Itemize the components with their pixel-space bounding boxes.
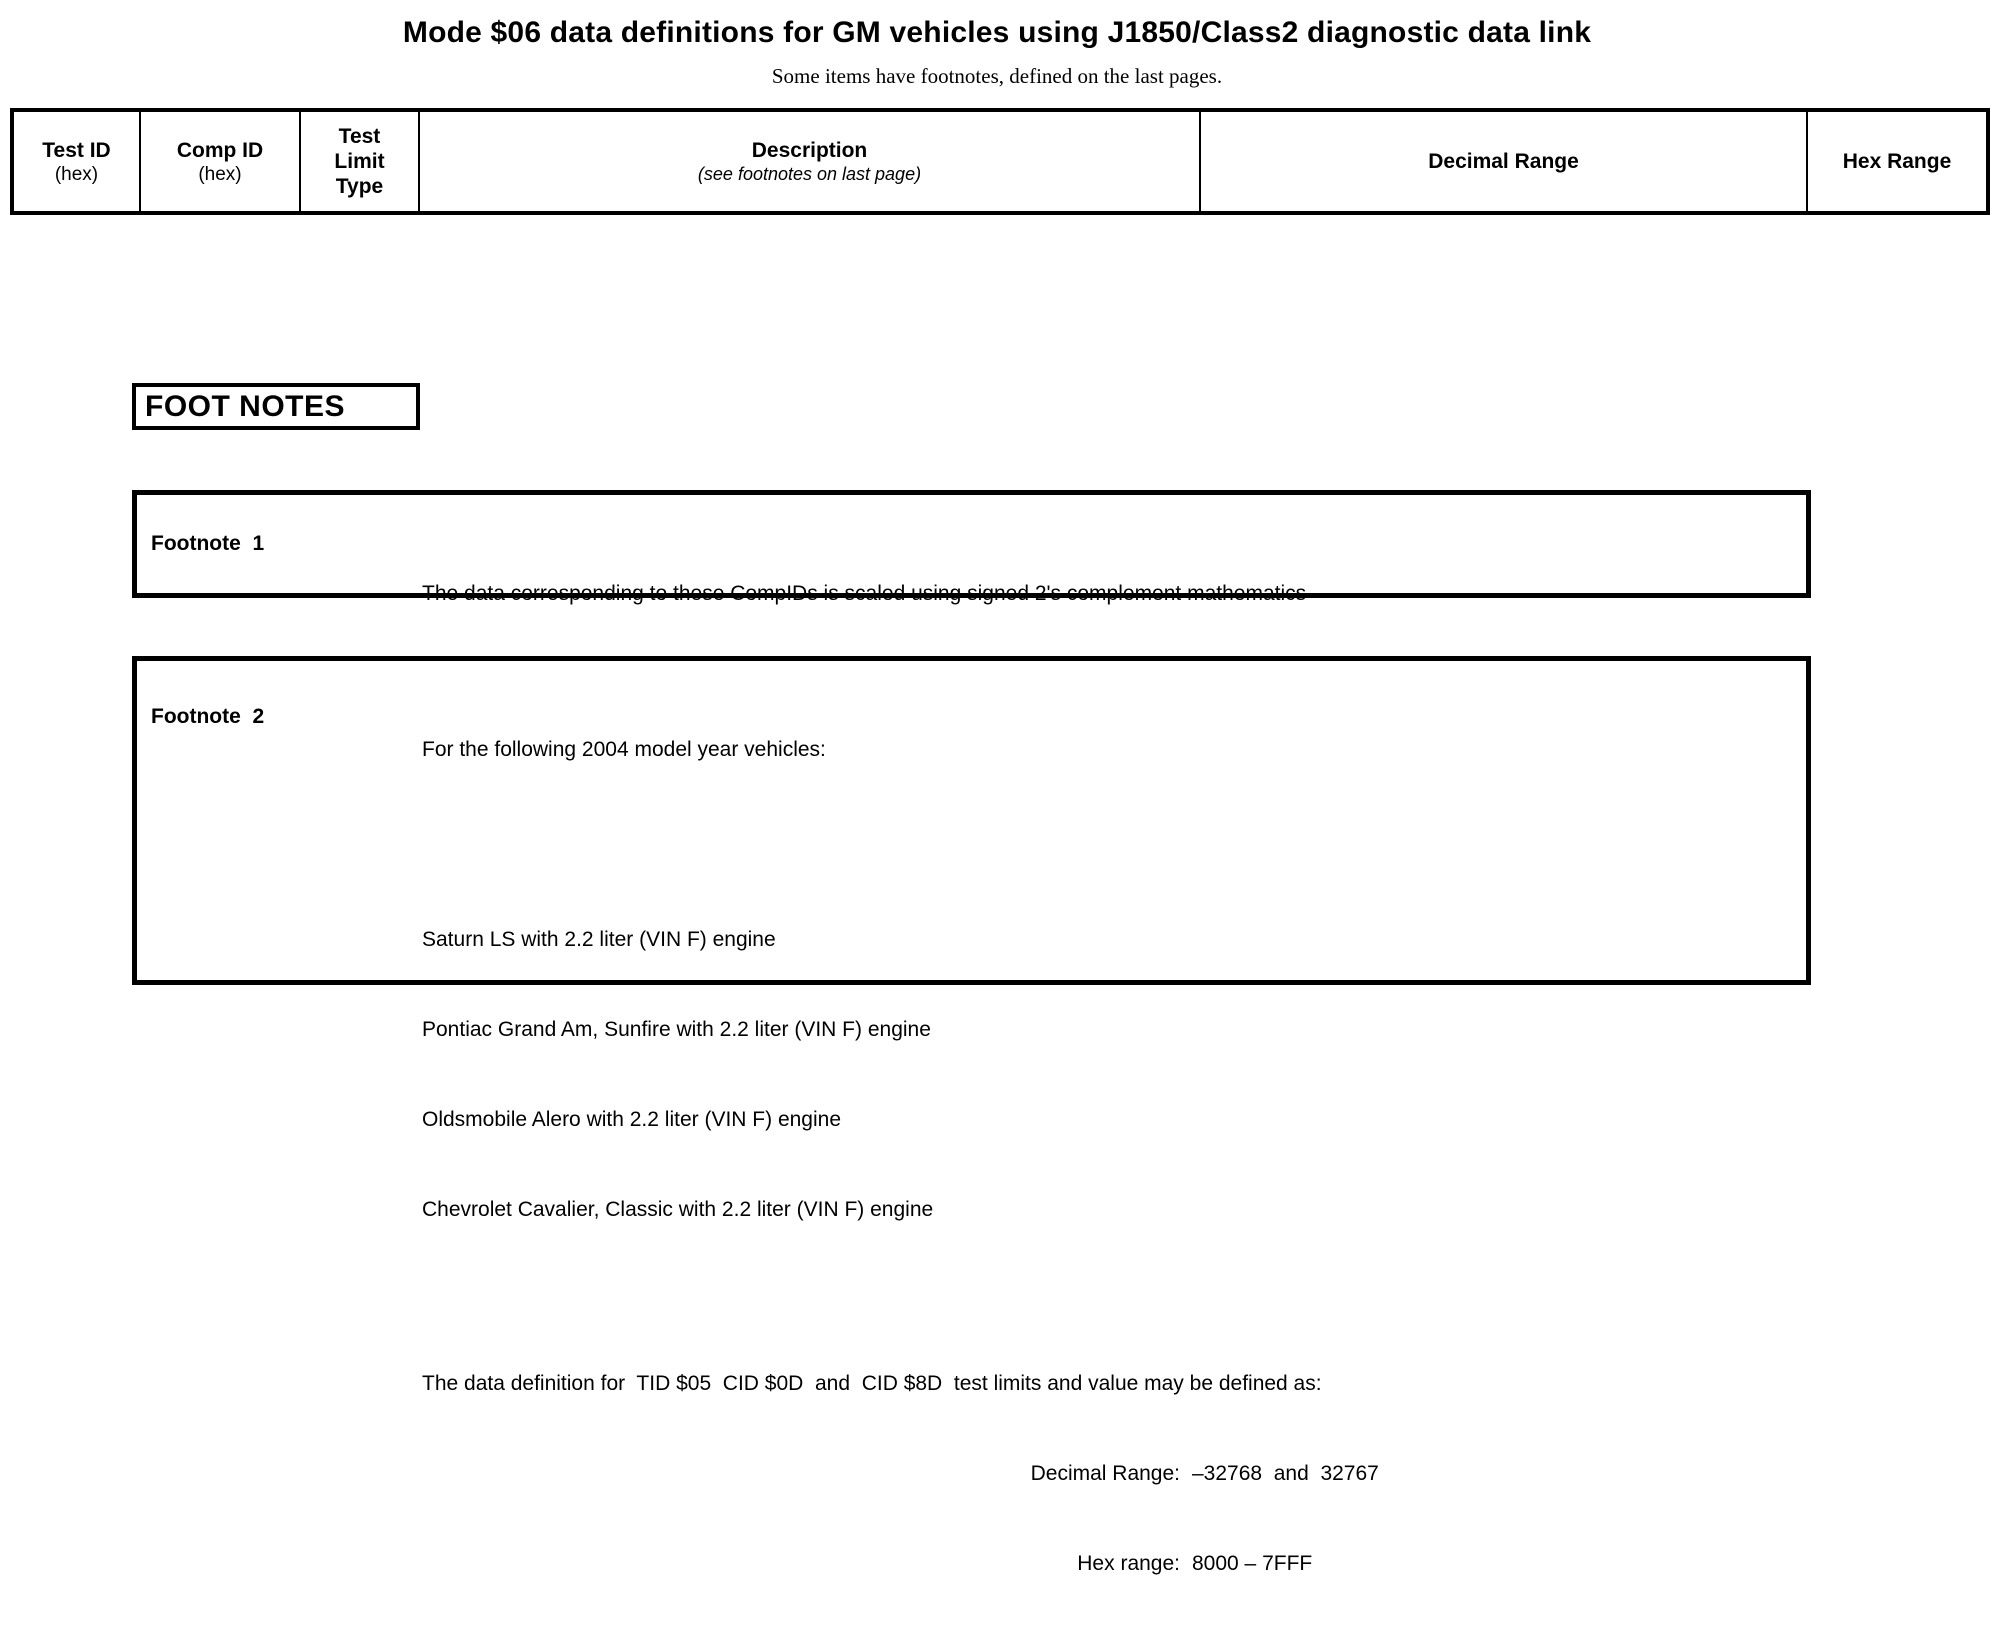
vehicle-list-item: Chevrolet Cavalier, Classic with 2.2 liter (VIN F) engine bbox=[422, 1198, 934, 1221]
footnote-1-label: Footnote 1 bbox=[151, 532, 265, 555]
column-header-hex-range bbox=[1808, 112, 1986, 211]
data-table-header bbox=[10, 108, 1990, 215]
column-sublabel: (hex) bbox=[198, 163, 242, 185]
hex-range-row bbox=[422, 1549, 1790, 1579]
column-header-description bbox=[420, 112, 1201, 211]
column-label: Comp ID bbox=[176, 138, 264, 162]
hex-range-label: Hex range: bbox=[1077, 1552, 1180, 1575]
vehicle-list-item: Pontiac Grand Am, Sunfire with 2.2 liter (VIN F) engine bbox=[422, 1018, 931, 1041]
footnote-2-intro: For the following 2004 model year vehicles: bbox=[422, 738, 826, 761]
column-header-decimal-range bbox=[1201, 112, 1808, 211]
decimal-range-label: Decimal Range: bbox=[1030, 1462, 1180, 1485]
column-label: Description bbox=[751, 138, 868, 162]
column-sublabel: (hex) bbox=[54, 163, 99, 185]
column-label: Decimal Range bbox=[1428, 150, 1579, 173]
footnote-2-box bbox=[132, 656, 1811, 1575]
footnotes-heading-label: FOOT NOTES bbox=[145, 389, 345, 423]
vehicle-list-item: Oldsmobile Alero with 2.2 liter (VIN F) engine bbox=[422, 1108, 842, 1131]
footnote-1-box bbox=[132, 490, 1811, 605]
column-sublabel: (see footnotes on last page) bbox=[697, 163, 922, 184]
footnotes-section-heading bbox=[132, 383, 420, 430]
decimal-range-value: –32768 and 32767 bbox=[1192, 1462, 1379, 1485]
vehicle-list bbox=[422, 865, 1790, 1285]
hex-range-value: 8000 – 7FFF bbox=[1192, 1552, 1313, 1575]
footnote-2-definition: The data definition for TID $05 CID $0D and CID $8D test limits and value may be defined as: bbox=[422, 1372, 1322, 1395]
footnote-2-content bbox=[137, 661, 1806, 1639]
column-header-test-id bbox=[14, 112, 141, 211]
column-label: Test Limit Type bbox=[334, 125, 385, 198]
page-subtitle: Some items have footnotes, defined on the last pages. bbox=[771, 64, 1223, 88]
vehicle-list-item: Saturn LS with 2.2 liter (VIN F) engine bbox=[422, 928, 776, 951]
footnote-1-text-line: The data corresponding to these CompIDs is scaled using signed 2's complement mathematics bbox=[422, 582, 1307, 605]
column-header-comp-id bbox=[141, 112, 301, 211]
page-title: Mode $06 data definitions for GM vehicles using J1850/Class2 diagnostic data link bbox=[402, 16, 1592, 49]
footnote-2-label: Footnote 2 bbox=[151, 705, 265, 728]
column-header-test-limit-type bbox=[301, 112, 420, 211]
column-label: Hex Range bbox=[1842, 150, 1952, 173]
decimal-range-row bbox=[422, 1459, 1790, 1489]
column-label: Test ID bbox=[42, 138, 111, 162]
